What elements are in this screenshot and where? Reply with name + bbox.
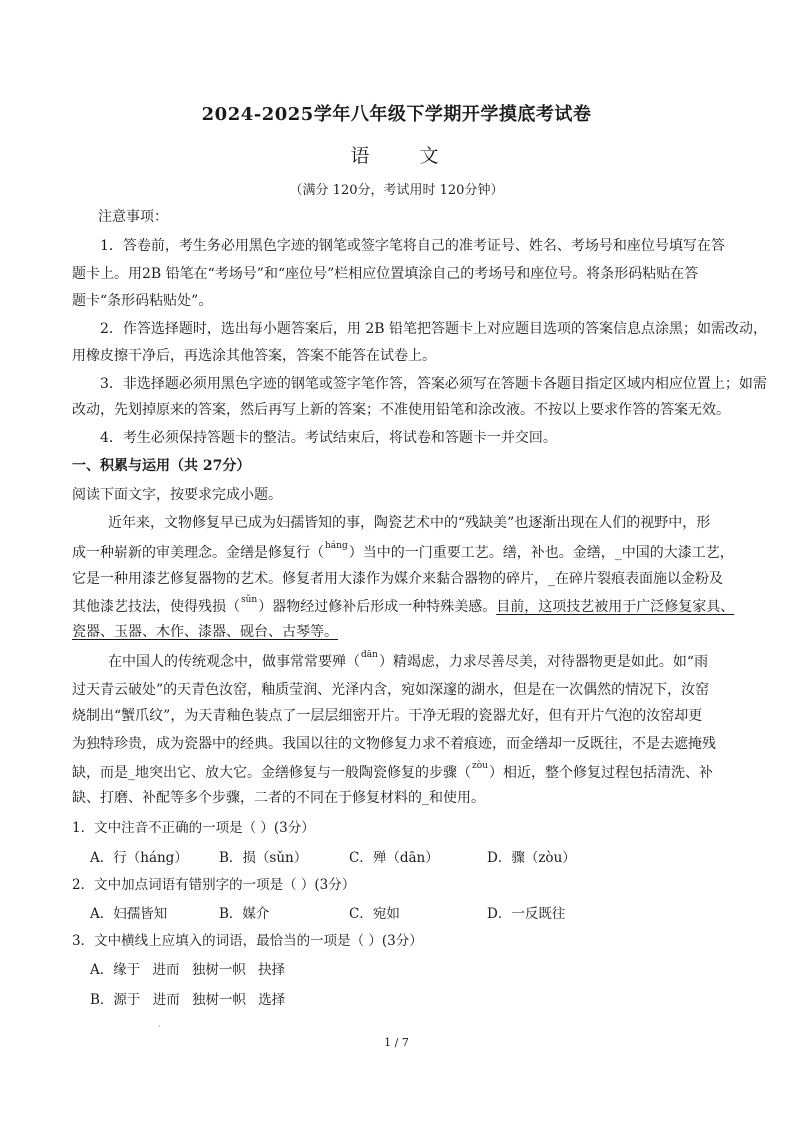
question-1-stem: 1．文中注音不正确的一项是（ ）(3分） [72, 820, 315, 836]
passage-p2-line-4: 为独特珍贵，成为瓷器中的经典。我国以往的文物修复力求不着痕迹，而金缮却一反既往，不是去遮掩残 [72, 736, 716, 752]
exam-info: （满分 120分，考试用时 120分钟） [289, 183, 504, 198]
question-1-option-b[interactable]: B．损（sǔn） [219, 850, 308, 866]
notice-item-3-line-2: 改动，先划掉原来的答案，然后再写上新的答案；不准使用铅笔和涂改液。不按以上要求作答的答案无效。 [72, 402, 730, 418]
question-1-option-c[interactable]: C．殚（dān） [349, 850, 439, 866]
notice-item-1-line-2: 题卡上。用2B 铅笔在“考场号”和“座位号”栏相应位置填涂自己的考场号和座位号。将条形码粘贴在答 [72, 266, 699, 282]
notice-item-3-line-1: 3．非选择题必须用黑色字迹的钢笔或签字笔作答，答案必须写在答题卡各题目指定区域内相应位置上；如需 [100, 376, 767, 392]
question-2-option-b[interactable]: B．媒介 [219, 906, 270, 922]
pinyin-sun: sǔn [241, 595, 258, 605]
passage-p2-line-5: 缺，而是_地突出它、放大它。金缮修复与一般陶瓷修复的步骤（$^{zòu}$）相近，整个修复过程包括清洗、补 [72, 761, 713, 781]
question-3-option-a[interactable]: A．缘于 进而 独树一帜 抉择 [90, 962, 286, 978]
notice-heading: 注意事项： [98, 209, 168, 225]
section-heading: 一、积累与运用（共 27分） [72, 458, 251, 474]
exam-title: 2024-2025学年八年级下学期开学摸底考试卷 [201, 104, 592, 125]
passage-p2-line-3: 烧制出“蟹爪纹”，为天青釉色装点了一层层细密开片。干净无瑕的瓷器尤好，但有开片气泡的汝窑却更 [72, 708, 703, 724]
question-1-option-d[interactable]: D．骤（zòu） [487, 850, 576, 866]
question-2-option-a[interactable]: A．妇孺皆知 [90, 906, 168, 922]
notice-item-1-line-1: 1．答卷前，考生务必用黑色字迹的钢笔或签字笔将自己的准考证号、姓名、考场号和座位号填写在答 [100, 238, 725, 254]
notice-item-4-line-1: 4．考生必须保持答题卡的整洁。考试结束后，将试卷和答题卡一并交回。 [100, 430, 557, 446]
passage-p1-line-3: 它是一种用漆艺修复器物的艺术。修复者用大漆作为媒介来黏合器物的碎片，_在碎片裂痕表面施以金粉及 [72, 571, 723, 587]
notice-item-1-line-3: 题卡“条形码粘贴处”。 [72, 293, 213, 309]
underlined-sentence: 目前，这项技艺被用于广泛修复家具、 [496, 599, 735, 615]
question-2-stem: 2．文中加点词语有错别字的一项是（ ）(3分） [72, 877, 356, 893]
subject-title: 语 文 [350, 145, 461, 167]
notice-item-2-line-1: 2．作答选择题时，选出每小题答案后，用 2B 铅笔把答题卡上对应题目选项的答案信息点涂黑；如需改动， [100, 321, 768, 337]
passage-p1-line-1: 近年来，文物修复早已成为妇孺皆知的事，陶瓷艺术中的“残缺美”也逐渐出现在人们的视野中，形 [108, 515, 711, 531]
passage-p2-line-6: 缺、打磨、补配等多个步骤，二者的不同在于修复材料的_和使用。 [72, 790, 485, 806]
passage-p2-line-1: 在中国人的传统观念中，做事常常要殚（$^{dān}$）精竭虑，力求尽善尽美，对待器物更是如此。如“雨 [108, 650, 709, 670]
pinyin-dan: dān [361, 650, 378, 660]
pinyin-zou: zòu [472, 761, 488, 771]
question-3-option-b[interactable]: B．源于 进而 独树一帜 选择 [90, 992, 286, 1008]
question-3-stem: 3．文中横线上应填入的词语，最恰当的一项是（ ）(3分） [72, 933, 423, 949]
passage-p1-line-4: 其他漆艺技法，使得残损（$^{sǔn}$）器物经过修补后形成一种特殊美感。目前，这项技艺被用于广泛修复家具、 [72, 595, 735, 615]
passage-p1-line-2: 成一种崭新的审美理念。金缮是修复行（$^{háng}$）当中的一门重要工艺。缮，补也。金缮，_中国的大漆工艺， [72, 541, 734, 561]
pinyin-hang: háng [325, 541, 348, 551]
question-2-option-d[interactable]: D．一反既往 [487, 906, 566, 922]
passage-p2-line-2: 过天青云破处”的天青色汝窑，釉质莹润、光泽内含，宛如深邃的湖水，但是在一次偶然的情况下，汝窑 [72, 682, 710, 698]
reading-instruction: 阅读下面文字，按要求完成小题。 [72, 487, 282, 503]
question-1-option-a[interactable]: A．行（háng） [90, 850, 188, 866]
scan-mark: · [158, 1022, 161, 1032]
passage-p1-line-5: 瓷器、玉器、木作、漆器、砚台、古琴等。 [72, 624, 338, 640]
notice-item-2-line-2: 用橡皮擦干净后，再选涂其他答案，答案不能答在试卷上。 [72, 348, 436, 364]
question-2-option-c[interactable]: C．宛如 [349, 906, 400, 922]
page-number: 1 / 7 [384, 1036, 409, 1049]
